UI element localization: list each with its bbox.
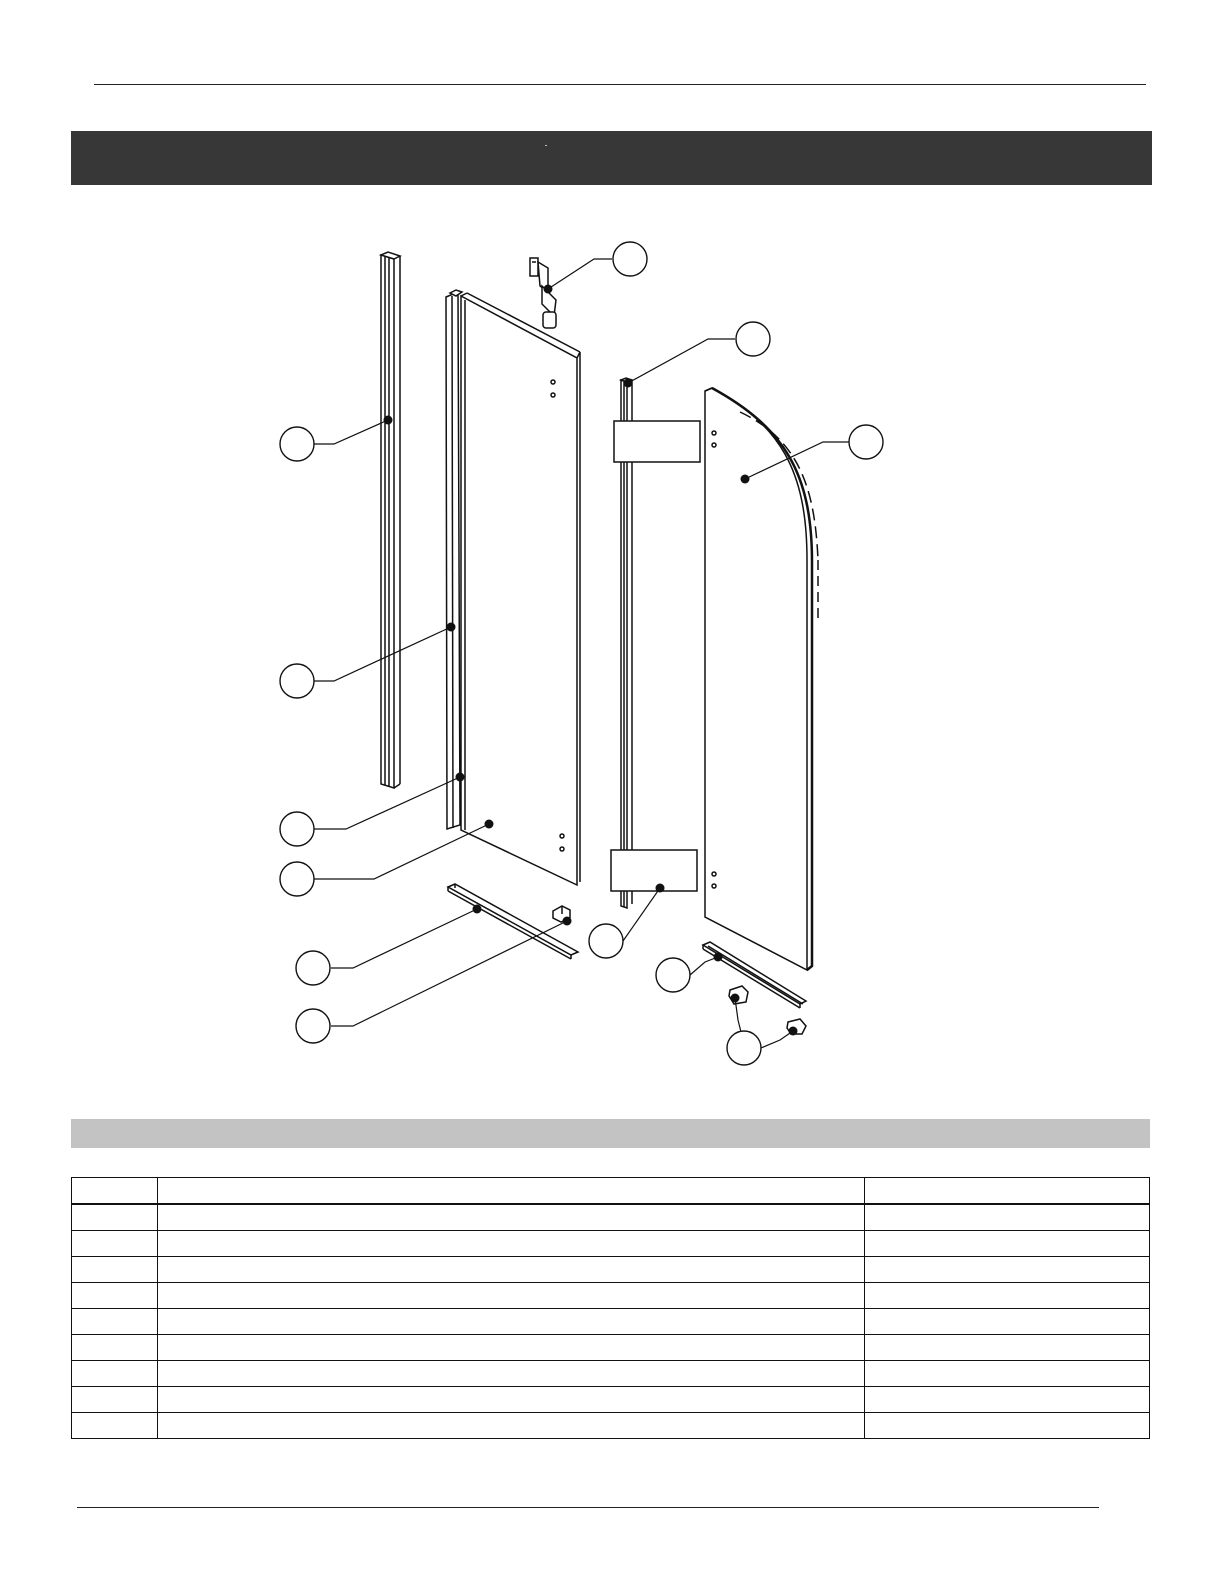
bottom-rule <box>77 1507 1099 1508</box>
callout-wall-profile <box>736 322 770 356</box>
exploded-diagram <box>0 200 1225 1100</box>
table-cell <box>158 1413 865 1439</box>
callout-door-seal <box>280 812 314 846</box>
callout-top-rail <box>280 427 314 461</box>
table-row <box>72 1387 1150 1413</box>
table-row <box>72 1309 1150 1335</box>
callout-end-cap <box>296 1009 330 1043</box>
table-cell <box>865 1361 1150 1387</box>
table-cell <box>865 1335 1150 1361</box>
table-cell <box>72 1283 158 1309</box>
header-cell-part-number <box>865 1178 1150 1205</box>
table-cell <box>158 1231 865 1257</box>
table-cell <box>158 1283 865 1309</box>
top-rule <box>94 84 1146 85</box>
parts-table-header <box>72 1178 1150 1205</box>
table-cell <box>72 1361 158 1387</box>
table-row <box>72 1335 1150 1361</box>
callout-hinge-profile <box>280 664 314 698</box>
table-cell <box>865 1283 1150 1309</box>
table-cell <box>865 1204 1150 1231</box>
table-cell <box>72 1387 158 1413</box>
callout-floor-guide <box>656 958 690 992</box>
table-cell <box>158 1309 865 1335</box>
table-row <box>72 1283 1150 1309</box>
table-row <box>72 1204 1150 1231</box>
header-cell-description <box>158 1178 865 1205</box>
table-cell <box>72 1231 158 1257</box>
profile-label-box-top <box>614 421 700 462</box>
table-cell <box>865 1231 1150 1257</box>
parts-section-bar <box>71 1119 1150 1148</box>
table-cell <box>158 1361 865 1387</box>
table-cell <box>865 1257 1150 1283</box>
callout-magnet-strip <box>589 924 623 958</box>
header-bar <box>71 131 1152 185</box>
table-cell <box>158 1204 865 1231</box>
table-cell <box>72 1413 158 1439</box>
callout-hinge-block <box>613 242 647 276</box>
table-cell <box>72 1335 158 1361</box>
table-cell <box>865 1387 1150 1413</box>
table-row <box>72 1361 1150 1387</box>
profile-label-box-bottom <box>611 850 697 891</box>
header-mark <box>545 145 547 146</box>
table-cell <box>865 1309 1150 1335</box>
table-row <box>72 1231 1150 1257</box>
table-cell <box>158 1387 865 1413</box>
callout-roller-clips <box>727 1031 761 1065</box>
callout-curved-panel <box>849 425 883 459</box>
table-row <box>72 1413 1150 1439</box>
header-cell-number <box>72 1178 158 1205</box>
door-panel-part <box>446 290 580 885</box>
table-cell <box>158 1335 865 1361</box>
wall-profile-part <box>381 252 400 788</box>
hinge-block-part <box>530 258 556 328</box>
parts-table <box>71 1177 1150 1439</box>
table-cell <box>865 1413 1150 1439</box>
table-row <box>72 1257 1150 1283</box>
table-cell <box>72 1204 158 1231</box>
callout-door-panel <box>280 862 314 896</box>
curved-panel-part <box>705 388 818 970</box>
table-cell <box>72 1309 158 1335</box>
table-cell <box>72 1257 158 1283</box>
table-cell <box>158 1257 865 1283</box>
callout-bottom-sweep <box>296 951 330 985</box>
